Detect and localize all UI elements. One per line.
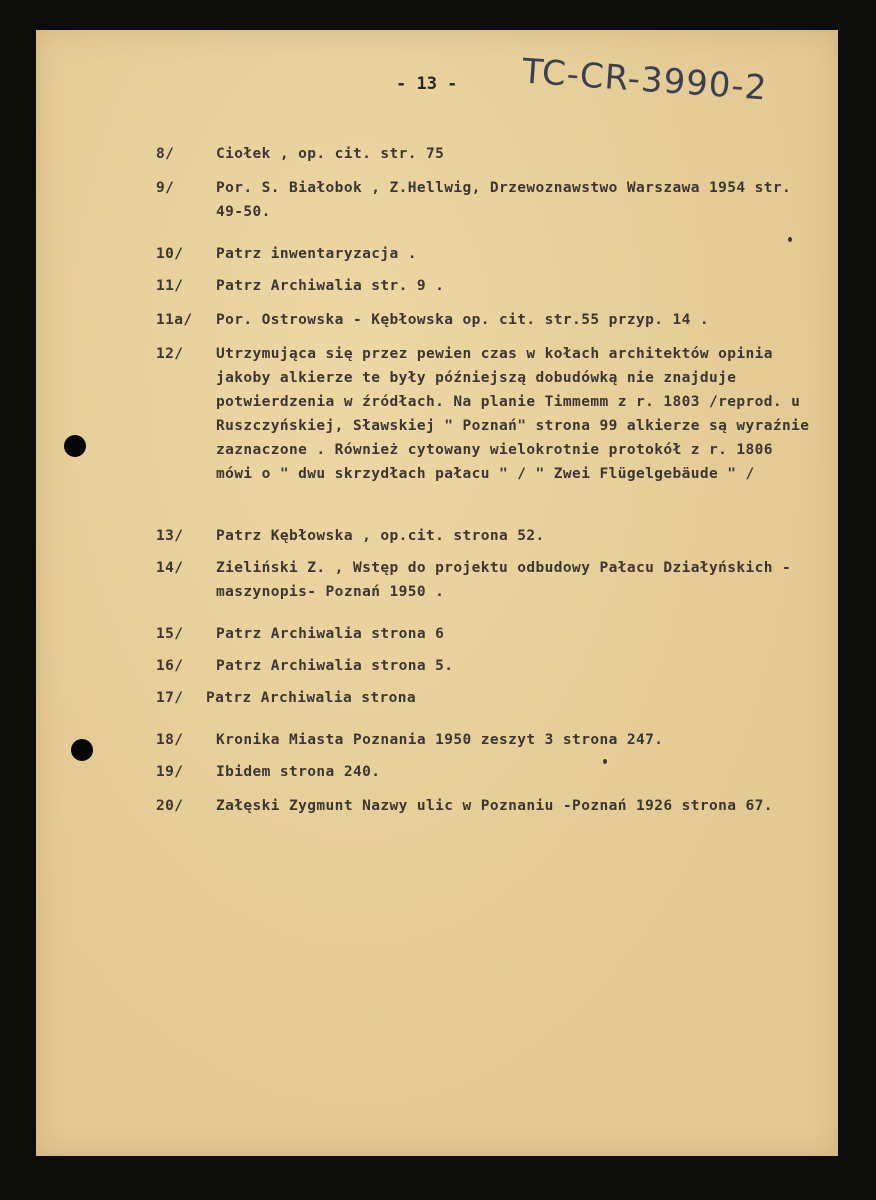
footnote-text: Patrz Archiwalia str. 9 . — [216, 278, 445, 294]
footnote-text: Ibidem strona 240. — [216, 764, 381, 780]
ink-speck — [788, 237, 792, 242]
footnote-number: 11/ — [156, 278, 184, 294]
document-page — [36, 30, 838, 1156]
footnote-text: Zieliński Z. , Wstęp do projektu odbudowy Pałacu Działyńskich - maszynopis- Poznań 1950 . — [216, 560, 792, 600]
punch-hole — [71, 739, 93, 761]
footnote-number: 18/ — [156, 732, 184, 748]
footnote-number: 12/ — [156, 346, 184, 362]
footnote-text: Utrzymująca się przez pewien czas w kołach architektów opinia jakoby alkierze te były późniejszą dobudówką nie znajduje potwierdzenia w źródłach. Na planie Timmemm z r. 1803 /reprod. u Ruszczyńskiej, Sławskiej " Poznań" strona 99 alkierze są wyraźnie zaznaczone . Również cytowany wielokrotnie protokół z r. 1806 mówi o " dwu skrzydłach pałacu " / " Zwei Flügelgebäude " / — [216, 346, 810, 482]
footnote-number: 8/ — [156, 146, 175, 162]
footnote-text: Patrz Archiwalia strona 5. — [216, 658, 454, 674]
footnote-number: 11a/ — [156, 312, 193, 328]
footnote-text: Patrz inwentaryzacja . — [216, 246, 417, 262]
footnote-text: Por. S. Białobok , Z.Hellwig, Drzewoznawstwo Warszawa 1954 str. 49-50. — [216, 180, 792, 220]
footnote-number: 17/ — [156, 690, 184, 706]
ink-speck — [603, 759, 607, 764]
footnote-text: Patrz Archiwalia strona 6 — [216, 626, 445, 642]
footnote-text: Załęski Zygmunt Nazwy ulic w Poznaniu -Poznań 1926 strona 67. — [216, 798, 773, 814]
handwritten-reference: TC-CR-3990-2 — [520, 51, 769, 109]
footnote-number: 14/ — [156, 560, 184, 576]
footnote-number: 15/ — [156, 626, 184, 642]
footnote-text: Patrz Kębłowska , op.cit. strona 52. — [216, 528, 545, 544]
footnote-text: Ciołek , op. cit. str. 75 — [216, 146, 445, 162]
footnote-text: Patrz Archiwalia strona — [206, 690, 416, 706]
footnote-text: Kronika Miasta Poznania 1950 zeszyt 3 strona 247. — [216, 732, 664, 748]
footnote-text: Por. Ostrowska - Kębłowska op. cit. str.55 przyp. 14 . — [216, 312, 710, 328]
page-number: - 13 - — [396, 74, 458, 94]
footnote-number: 20/ — [156, 798, 184, 814]
punch-hole — [64, 435, 86, 457]
footnote-number: 13/ — [156, 528, 184, 544]
footnote-number: 9/ — [156, 180, 175, 196]
footnote-number: 16/ — [156, 658, 184, 674]
footnote-number: 10/ — [156, 246, 184, 262]
footnote-number: 19/ — [156, 764, 184, 780]
